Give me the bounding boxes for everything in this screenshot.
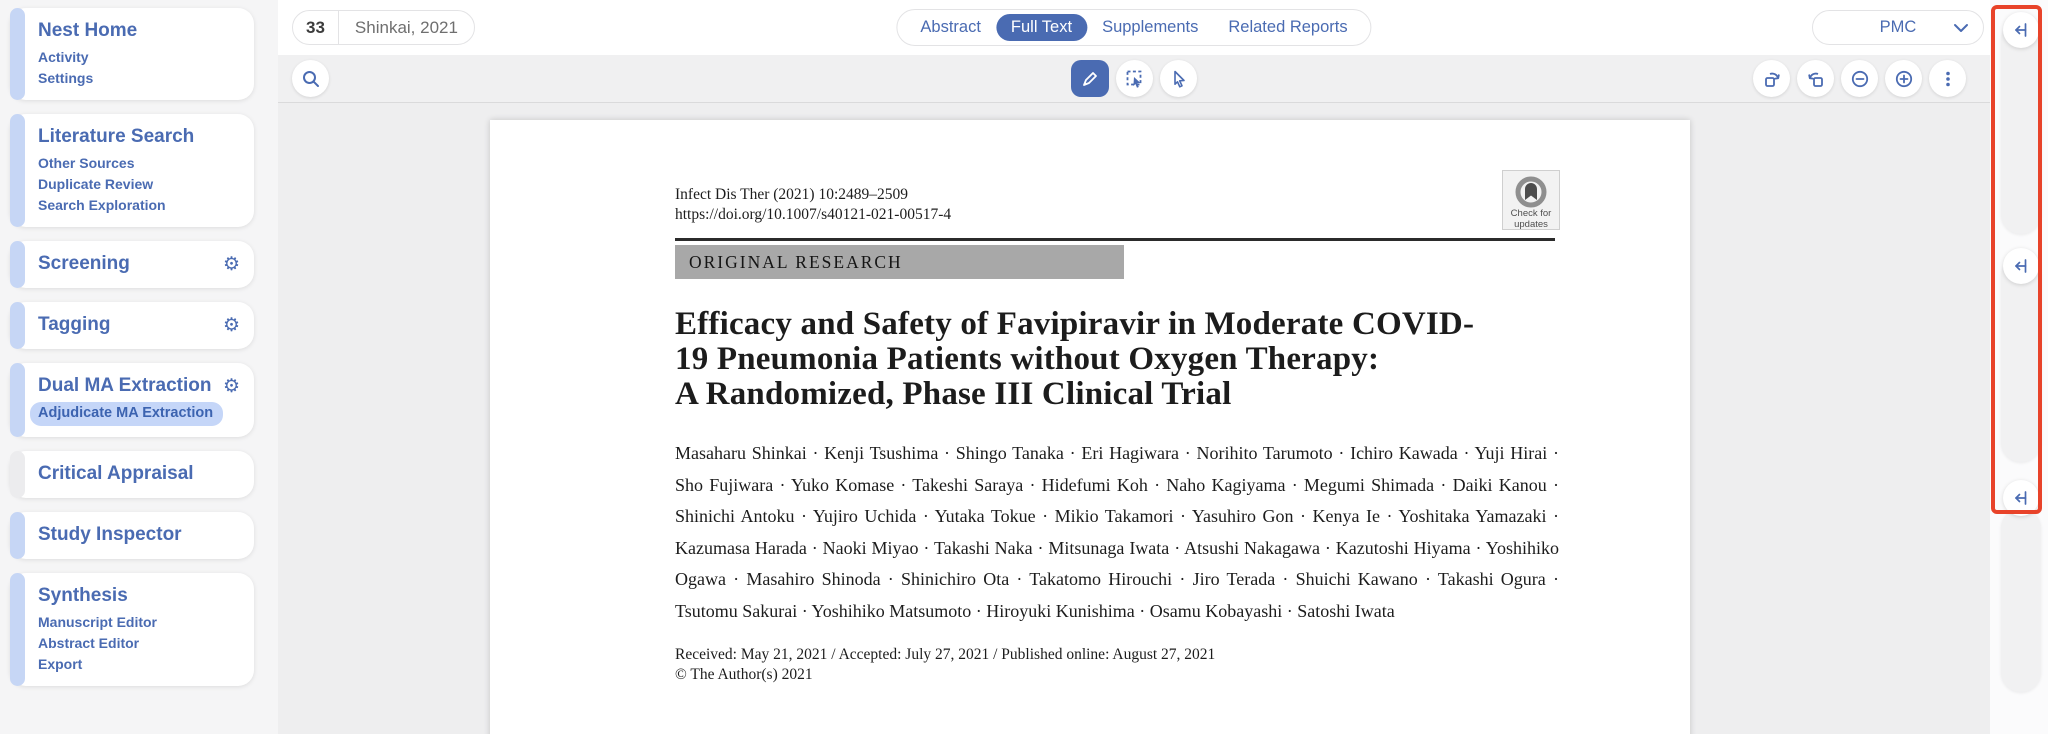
sidebar-card-dual-ma-extraction xyxy=(10,363,254,437)
check-updates-logo-icon xyxy=(1514,175,1548,209)
card-accent xyxy=(10,241,25,288)
section-label: ORIGINAL RESEARCH xyxy=(689,251,903,272)
sidebar-item-adjudicate-ma-extraction[interactable]: Adjudicate MA Extraction xyxy=(30,402,223,426)
doi-link: https://doi.org/10.1007/s40121-021-00517-4 xyxy=(675,206,952,223)
collapsed-panel-1 xyxy=(2001,12,2041,234)
study-label: Shinkai, 2021 xyxy=(354,17,458,37)
study-pill xyxy=(292,10,475,45)
sidebar-item-dual-ma-extraction[interactable]: Dual MA Extraction xyxy=(38,375,212,396)
sidebar-item-critical-appraisal[interactable]: Critical Appraisal xyxy=(38,463,194,484)
collapsed-panel-3 xyxy=(2001,480,2041,692)
paper-title-line: 19 Pneumonia Patients without Oxygen Therapy: xyxy=(675,341,1380,377)
right-panel-strip xyxy=(1990,0,2048,734)
search-button[interactable] xyxy=(292,60,329,97)
sidebar-item-other-sources[interactable]: Other Sources xyxy=(38,155,135,171)
zoom-in-button[interactable] xyxy=(1885,60,1922,97)
cursor-icon xyxy=(1169,69,1189,89)
section-bar xyxy=(675,245,1124,279)
card-accent xyxy=(10,512,25,559)
gear-icon[interactable]: ⚙ xyxy=(222,314,240,336)
sidebar-item-duplicate-review[interactable]: Duplicate Review xyxy=(38,176,154,192)
card-accent xyxy=(10,451,25,498)
expand-panel-icon xyxy=(2012,489,2030,507)
highlighter-icon xyxy=(1080,69,1100,89)
sidebar-item-study-inspector[interactable]: Study Inspector xyxy=(38,524,182,545)
sidebar-item-activity[interactable]: Activity xyxy=(38,49,89,65)
card-accent xyxy=(10,573,25,686)
expand-panel-icon xyxy=(2012,257,2030,275)
gear-icon[interactable]: ⚙ xyxy=(222,253,240,275)
collapsed-panel-body xyxy=(2001,508,2041,692)
pdf-page xyxy=(490,120,1690,734)
tab-related-reports[interactable]: Related Reports xyxy=(1228,18,1348,36)
sidebar xyxy=(0,0,278,734)
expand-panel-button-2[interactable] xyxy=(2003,248,2039,284)
expand-panel-button-1[interactable] xyxy=(2003,12,2039,48)
chevron-down-icon xyxy=(1953,22,1969,34)
card-accent xyxy=(10,363,25,437)
rotate-counterclockwise-icon xyxy=(1806,69,1826,89)
expand-panel-icon xyxy=(2012,21,2030,39)
more-options-button[interactable] xyxy=(1929,60,1966,97)
sidebar-card-screening xyxy=(10,241,254,288)
sidebar-card-nest-home xyxy=(10,8,254,100)
tab-full-text[interactable]: Full Text xyxy=(996,14,1087,41)
collapsed-panel-body xyxy=(2001,256,2041,462)
pdf-toolbar xyxy=(278,55,1990,103)
divider-rule xyxy=(675,238,1555,241)
card-accent xyxy=(10,114,25,227)
card-accent xyxy=(10,8,25,100)
view-controls xyxy=(1753,60,1966,97)
card-accent xyxy=(10,302,25,349)
gear-icon[interactable]: ⚙ xyxy=(222,375,240,397)
zoom-out-button[interactable] xyxy=(1841,60,1878,97)
highlighter-tool-button[interactable] xyxy=(1071,60,1109,97)
journal-citation: Infect Dis Ther (2021) 10:2489–2509 xyxy=(675,186,909,203)
zoom-out-icon xyxy=(1850,69,1870,89)
rotate-clockwise-icon xyxy=(1762,69,1782,89)
check-updates-label: Check for updates xyxy=(1510,208,1552,230)
sidebar-item-literature-search[interactable]: Literature Search xyxy=(38,126,195,147)
sidebar-card-study-inspector xyxy=(10,512,254,559)
zoom-in-icon xyxy=(1894,69,1914,89)
paper-title xyxy=(675,307,1553,412)
sidebar-card-literature-search xyxy=(10,114,254,227)
tab-supplements[interactable]: Supplements xyxy=(1102,18,1199,36)
sidebar-item-manuscript-editor[interactable]: Manuscript Editor xyxy=(38,614,158,630)
expand-panel-button-3[interactable] xyxy=(2003,480,2039,516)
kebab-menu-icon xyxy=(1938,69,1958,89)
sidebar-item-nest-home[interactable]: Nest Home xyxy=(38,20,138,41)
marquee-select-icon xyxy=(1125,69,1145,89)
document-tabs xyxy=(896,9,1371,46)
tab-abstract[interactable]: Abstract xyxy=(920,18,981,36)
source-select-value: PMC xyxy=(1879,18,1917,36)
sidebar-item-export[interactable]: Export xyxy=(38,656,83,672)
collapsed-panel-body xyxy=(2001,20,2041,234)
study-count-badge: 33 xyxy=(306,17,325,37)
author-list: Masaharu Shinkai · Kenji Tsushima · Shingo Tanaka · Eri Hagiwara · Norihito Tarumoto · Ichiro Kawada · Yuji Hirai · Sho Fujiwara · Yuko Komase · Takeshi Saraya · Hidefumi Koh · Naho Kagiyama · Megumi Shimada · Daiki Kanou · Shinichi Antoku · Yujiro Uchida · Yutaka Tokue · Mikio Takamori · Yasuhiro Gon · Kenya Ie · Yoshitaka Yamazaki · Kazumasa Harada · Naoki Miyao · Takashi Naka · Mitsunaga Iwata · Atsushi Nakagawa · Kazutoshi Hiyama · Yoshihiko Ogawa · Masahiro Shinoda · Shinichiro Ota · Takatomo Hirouchi · Jiro Terada · Shuichi Kawano · Takashi Ogura · Tsutomu Sakurai · Yoshihiko Matsumoto · Hiroyuki Kunishima · Osamu Kobayashi · Satoshi Iwata xyxy=(675,443,1559,621)
topbar xyxy=(278,0,1990,55)
paper-title-line: A Randomized, Phase III Clinical Trial xyxy=(675,376,1232,412)
sidebar-item-screening[interactable]: Screening xyxy=(38,253,130,274)
rotate-clockwise-button[interactable] xyxy=(1753,60,1790,97)
sidebar-item-abstract-editor[interactable]: Abstract Editor xyxy=(38,635,140,651)
source-select[interactable] xyxy=(1812,10,1984,45)
search-icon xyxy=(301,69,321,89)
sidebar-item-settings[interactable]: Settings xyxy=(38,70,94,86)
sidebar-card-critical-appraisal xyxy=(10,451,254,498)
pdf-viewer xyxy=(278,55,1990,734)
check-for-updates-badge[interactable] xyxy=(1502,170,1560,230)
rotate-counterclockwise-button[interactable] xyxy=(1797,60,1834,97)
paper-title-line: Efficacy and Safety of Favipiravir in Moderate COVID- xyxy=(675,306,1475,342)
sidebar-card-tagging xyxy=(10,302,254,349)
received-dates: Received: May 21, 2021 / Accepted: July 27, 2021 / Published online: August 27, 2021 xyxy=(675,646,1216,663)
marquee-select-button[interactable] xyxy=(1116,60,1153,97)
sidebar-card-synthesis xyxy=(10,573,254,686)
sidebar-item-search-exploration[interactable]: Search Exploration xyxy=(38,197,166,213)
sidebar-item-synthesis[interactable]: Synthesis xyxy=(38,585,128,606)
annotation-tools xyxy=(1071,60,1197,97)
cursor-tool-button[interactable] xyxy=(1160,60,1197,97)
collapsed-panel-2 xyxy=(2001,248,2041,462)
copyright: © The Author(s) 2021 xyxy=(675,666,813,683)
sidebar-item-tagging[interactable]: Tagging xyxy=(38,314,111,335)
